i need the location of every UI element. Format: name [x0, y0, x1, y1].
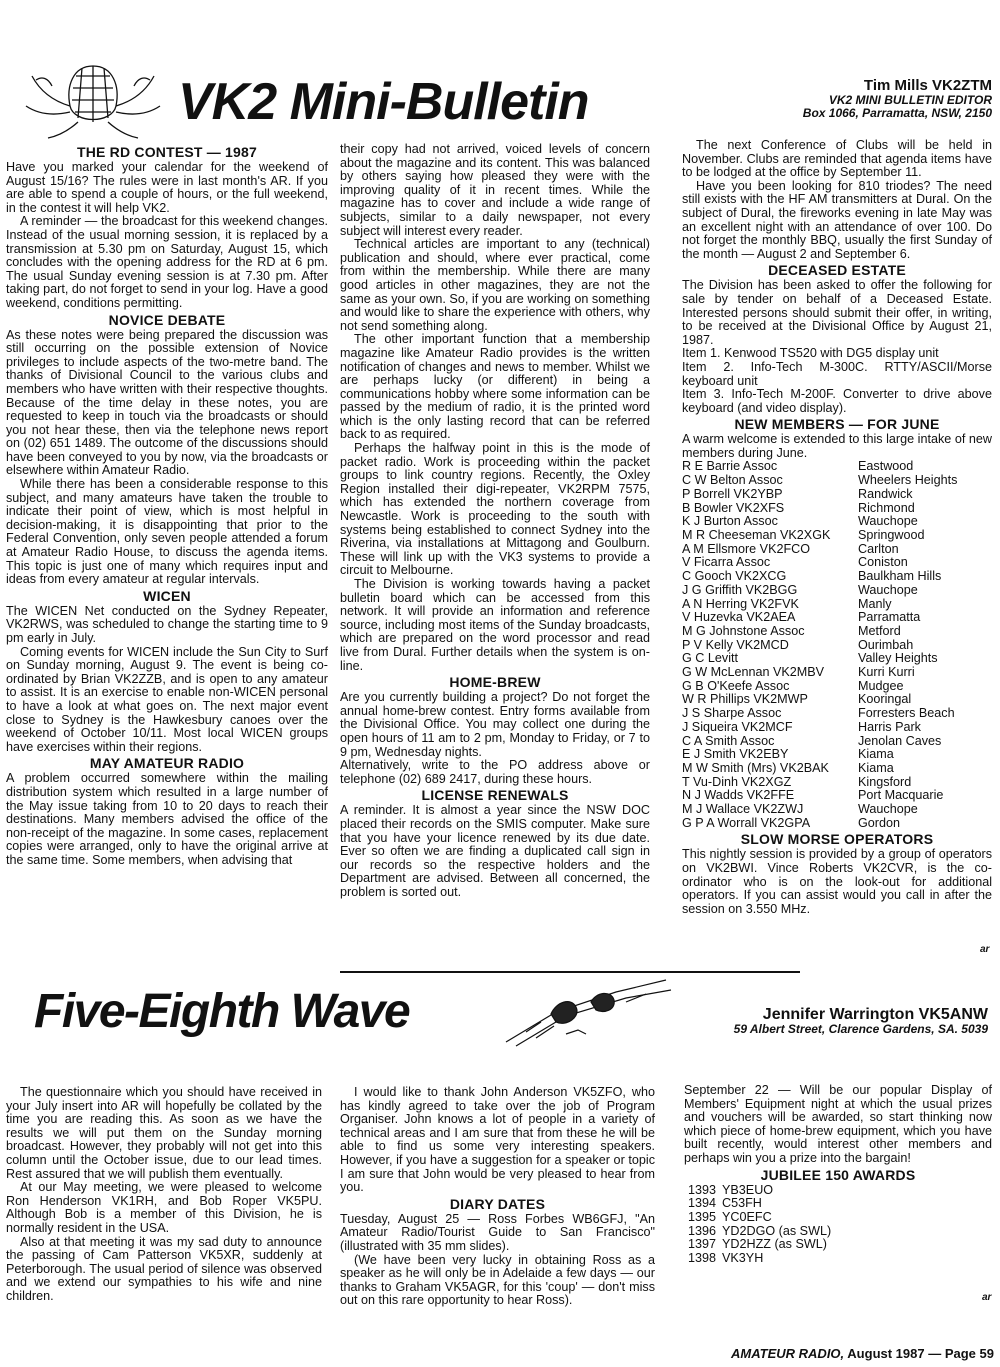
member-name: V Ficarra Assoc	[682, 555, 771, 570]
award-callsign: YC0EFC	[722, 1209, 772, 1224]
member-location: Baulkham Hills	[858, 569, 942, 584]
member-name: R E Barrie Assoc	[682, 459, 778, 474]
member-name: G P A Worrall VK2GPA	[682, 815, 811, 830]
paragraph: The WICEN Net conducted on the Sydney Repeater, VK2RWS, was scheduled to change the starting time to 9 pm early in July.	[6, 603, 328, 645]
member-name: J Siqueira VK2MCF	[682, 719, 793, 734]
five-eighth-column-3-text	[684, 1084, 992, 1183]
member-location: Valley Heights	[858, 651, 938, 666]
paragraph: Alternatively, write to the PO address above or telephone (02) 689 2417, during these hours.	[340, 758, 650, 786]
member-location: Harris Park	[858, 719, 921, 734]
member-name: G W McLennan VK2MBV	[682, 665, 825, 680]
member-name: C Gooch VK2XCG	[682, 569, 787, 584]
paragraph: (We have been very lucky in obtaining Ross as a speaker as he will only be in Adelaide a few days — our thanks to Graham VK5AGR, for this 'coup' — don't miss out on this rare opportunity to hear Ross).	[340, 1252, 655, 1308]
paragraph: Have you marked your calendar for the weekend of August 15/16? The rules were in last month's AR. If you are able to spend a couple of hours, or the full weekend, in the contest it will help VK2.	[6, 160, 328, 215]
member-name: G C Levitt	[682, 651, 738, 666]
member-location: Eastwood	[858, 459, 914, 474]
paragraph: A reminder. It is almost a year since the NSW DOC placed their records on the SMIS computer. Make sure that you have your licence renewed by its due date. Ever so often we are finding a duplicated call sign in our records so the respective holders and the Department are advised. Between all concerned, the problem is sorted out.	[340, 803, 650, 899]
section-heading: NEW MEMBERS — FOR JUNE	[734, 416, 940, 433]
member-location: Kiama	[858, 747, 894, 762]
paragraph: Item 1. Kenwood TS520 with DG5 display unit	[682, 346, 939, 361]
member-name: M G Johnstone Assoc	[682, 623, 805, 638]
five-eighth-author: Jennifer Warrington VK5ANW	[762, 1006, 988, 1023]
paragraph: The next Conference of Clubs will be held in November. Clubs are reminded that agenda items have to be lodged at the office by September 11.	[682, 138, 992, 180]
section-heading: HOME-BREW	[449, 674, 541, 691]
vk2-column-3-top	[682, 139, 992, 460]
member-name: J G Griffith VK2BGG	[682, 582, 798, 597]
member-name: C W Belton Assoc	[682, 473, 783, 488]
member-name: K J Burton Assoc	[682, 514, 778, 529]
paragraph: A problem occurred somewhere within the mailing distribution system which resulted in a large number of the May issue taking from 10 to 20 days to reach their destinations. Many members advised the office of the non-receipt of the magazine. In some cases, replacement copies were arranged, only to have the original arrive at the same time. Some members, when advising that	[6, 771, 328, 867]
paragraph: The questionnaire which you should have received in your July insert into AR will hopefully be collated by the time you are reading this. As soon as we have the results we will put them on the Sunday morning broadcast. However, they probably will not get into this column until the October issue, due to our lead times. Rest assured that we will publish them eventually.	[6, 1085, 322, 1181]
member-location: Parramatta	[858, 610, 921, 625]
member-name: C A Smith Assoc	[682, 733, 775, 748]
award-callsign: YD2HZZ (as SWL)	[722, 1237, 827, 1252]
member-location: Kingsford	[858, 774, 912, 789]
paragraph: Item 3. Info-Tech M-200F. Converter to drive above keyboard (and video display).	[682, 387, 992, 415]
member-name: W R Phillips VK2MWP	[682, 692, 808, 707]
vk2-column-1	[6, 143, 328, 868]
member-location: Wauchope	[858, 802, 918, 817]
five-eighth-column-2	[340, 1086, 655, 1308]
award-number: 1396	[688, 1223, 717, 1238]
member-name: P Borrell VK2YBP	[682, 486, 783, 501]
vk2-column-3	[682, 139, 992, 916]
member-name: E J Smith VK2EBY	[682, 747, 789, 762]
paragraph: Coming events for WICEN include the Sun City to Surf on Sunday morning, August 9. The event is being co-ordinated by Brian VK2ZZB, and is open to any amateur to assist. It is an exercise to enable non-WICEN personal to have a look at what goes on. The next major event close to Sydney is the Hawkesbury canoes over the weekend of October 10/11. Most local WICEN groups have exercises within their regions.	[6, 644, 328, 754]
section-heading: DIARY DATES	[449, 1195, 546, 1212]
member-name: B Bowler VK2XFS	[682, 500, 785, 515]
award-number: 1398	[688, 1251, 717, 1266]
member-location: Richmond	[858, 500, 915, 515]
member-location: Wauchope	[858, 582, 918, 597]
member-location: Wauchope	[858, 514, 918, 529]
five-eighth-column-1	[6, 1086, 322, 1304]
five-eighth-address: 59 Albert Street, Clarence Gardens, SA. 5039	[733, 1022, 988, 1036]
paragraph: The Division has been asked to offer the following for sale by tender on behalf of a Deceased Estate. Interested persons should submit their offer, in writing, to be received at the Divisional Office by August 21, 1987.	[682, 278, 992, 347]
member-location: Kooringal	[858, 692, 912, 707]
section-heading: JUBILEE 150 AWARDS	[760, 1166, 916, 1183]
vk2-editor-role: VK2 MINI BULLETIN EDITOR	[828, 93, 992, 107]
paragraph: Are you currently building a project? Do not forget the annual home-brew contest. Entry forms available from the Divisional Office. You may collect one during the open hours of 11 am to 2 pm, Monday to Friday, or 7 to 9 pm, Wednesday nights.	[340, 690, 650, 759]
member-name: J S Sharpe Assoc	[682, 706, 782, 721]
new-members-list	[682, 460, 992, 830]
paragraph: At our May meeting, we were pleased to welcome Ron Henderson VK1RH, and Bob Roper VK5PU. Although Bob is a member of this Division, he is normally resident in the USA.	[6, 1180, 322, 1235]
member-location: Jenolan Caves	[858, 733, 942, 748]
member-location: Kurri Kurri	[858, 665, 915, 680]
award-number: 1395	[688, 1209, 717, 1224]
award-callsign: YB3EUO	[722, 1182, 774, 1197]
section-heading: DECEASED ESTATE	[768, 262, 906, 279]
member-name: A M Ellsmore VK2FCO	[682, 541, 811, 556]
member-name: G B O'Keefe Assoc	[682, 678, 790, 693]
vk2-byline	[732, 77, 992, 120]
paragraph: I would like to thank John Anderson VK5ZFO, who has kindly agreed to take over the job of Program Organiser. John knows a lot of people in a variety of technical areas and I am sure that from these he will be able to find us some very interesting speakers. However, if you have a suggestion for a speaker or topic I am sure that John would be very pleased to hear from you.	[340, 1085, 655, 1195]
paragraph: The other important function that a membership magazine like Amateur Radio provides is the written notification of changes and news to member. Whilst we are perhaps lucky (or different) in being a communications hobby where some information can be passed by the medium of radio, it is the printed word which is the only lasting record that can be referred back to as required.	[340, 332, 650, 442]
five-eighth-logo	[496, 972, 676, 1052]
five-eighth-column-3	[684, 1084, 992, 1266]
paragraph: While there has been a considerable response to this subject, and many amateurs have taken the trouble to indicate their point of view, which is most helpful in decision-making, it is disappointing that prior to the Federal Convention, only seven people attended a forum at Amateur Radio House, to discuss the agenda items. This topic is just one of many which requires input and ideas from every amateur at regular intervals.	[6, 477, 328, 587]
five-eighth-end-mark: ar	[982, 1292, 992, 1303]
member-name: A N Herring VK2FVK	[682, 596, 799, 611]
paragraph: their copy had not arrived, voiced levels of concern about the magazine and its content. This was balanced by others saying how pleased they were with the improving quality of it in recent times. While the magazine has to cover and include a wide range of subjects, similar to a daily newspaper, not every subject will interest every reader.	[340, 142, 650, 238]
paragraph: As these notes were being prepared the discussion was still occurring on the possible extension of Novice privileges to include aspects of the two-metre band. The thanks of Divisional Council to the various clubs and members who have written with their respective thoughts. Because of the time delay in these notes, you are requested to keep in touch via the broadcasts or should you not hear these, then via the telephone news report on (02) 651 1489. The outcome of the discussions should have been conveyed to you by now, via the broadcasts or elsewhere within Amateur Radio.	[6, 327, 328, 478]
paragraph: September 22 — Will be our popular Display of Members' Equipment night at which the usual prizes and vouchers will be awarded, so start thinking now which piece of home-brew equipment, which you have built recently, would interest other members and perhaps win you a prize into the bargain!	[684, 1083, 992, 1165]
member-location: Randwick	[858, 486, 913, 501]
paragraph: Tuesday, August 25 — Ross Forbes WB6GFJ, "An Amateur Radio/Tourist Guide to San Francisco" (illustrated with 35 mm slides).	[340, 1211, 655, 1253]
paragraph: A warm welcome is extended to this large intake of new members during June.	[682, 432, 992, 460]
vk2-column-2	[340, 143, 650, 899]
member-name: V Huzevka VK2AEA	[682, 610, 796, 625]
member-location: Gordon	[858, 815, 901, 830]
vk2-end-mark: ar	[980, 944, 990, 955]
award-callsign: C53FH	[722, 1196, 762, 1211]
paragraph: Item 2. Info-Tech M-300C. RTTY/ASCII/Morse keyboard unit	[682, 359, 992, 388]
member-location: Manly	[858, 596, 892, 611]
member-location: Carlton	[858, 541, 899, 556]
member-location: Springwood	[858, 527, 925, 542]
section-heading: SLOW MORSE OPERATORS	[740, 831, 934, 848]
section-heading: MAY AMATEUR RADIO	[89, 755, 245, 772]
section-heading: WICEN	[143, 587, 191, 604]
five-eighth-title: Five-Eighth Wave	[34, 985, 410, 1038]
member-location: Forresters Beach	[858, 706, 955, 721]
member-location: Coniston	[858, 555, 908, 570]
award-number: 1394	[688, 1196, 717, 1211]
footer-magazine: AMATEUR RADIO,	[731, 1346, 845, 1361]
vk2-author: Tim Mills VK2ZTM	[863, 77, 992, 94]
vk2-address: Box 1066, Parramatta, NSW, 2150	[802, 106, 992, 120]
award-callsign: VK3YH	[722, 1251, 764, 1266]
member-name: M J Wallace VK2ZWJ	[682, 802, 804, 817]
member-name: M R Cheeseman VK2XGK	[682, 527, 831, 542]
member-location: Mudgee	[858, 678, 904, 693]
paragraph: Also at that meeting it was my sad duty to announce the passing of Cam Patterson VK5XR, suddenly at Peterborough. The usual period of silence was observed and we extend our sympathies to his wife and nine children.	[6, 1234, 322, 1303]
waratah-logo	[18, 46, 168, 146]
paragraph: Technical articles are important to any (technical) publication and should, where ever practical, come from within the membership. While there are many good articles in other magazines, they are not the same as your own. So, if you are working on something and would like to share the experience with others, why not send something along.	[340, 237, 650, 333]
section-heading: THE RD CONTEST — 1987	[76, 144, 257, 160]
member-location: Ourimbah	[858, 637, 914, 652]
vk2-column-3-bottom	[682, 831, 992, 916]
paragraph: Perhaps the halfway point in this is the mode of packet radio. Work is proceeding within the packet groups to link country regions. Recently, the Oxley Region installed their digi-repeater, VK2RPM 7575, which has extended the northern coverage from Newcastle. Work is proceeding to the south with systems being established to connect Sydney into the Riverina, via installations at Mittagong and Goulburn. These will link up with the VK3 systems to provide a circuit to Melbourne.	[340, 441, 650, 578]
section-heading: LICENSE RENEWALS	[421, 787, 569, 804]
paragraph: A reminder — the broadcast for this weekend changes. Instead of the usual morning session, it is replaced by a transmission at 5.30 pm on Saturday, August 15, which concludes with the opening address for the RD at 6 pm. The usual Sunday evening session is at 7.30 pm. After taking part, do not forget to send in your log. Have a good weekend, conditions permitting.	[6, 214, 328, 310]
jubilee-awards-list	[688, 1184, 992, 1266]
paragraph: The Division is working towards having a packet bulletin board which can be accessed from this network. It will provide an information and reference source, including most items of the Sunday broadcasts, which are prepared on the word processor and read live from Dural. Further details when the system is on-line.	[340, 577, 650, 673]
page-footer	[731, 1346, 994, 1361]
member-location: Wheelers Heights	[858, 473, 958, 488]
member-location: Metford	[858, 623, 901, 638]
member-name: T Vu-Dinh VK2XGZ	[682, 774, 792, 789]
vk2-title: VK2 Mini-Bulletin	[178, 73, 589, 131]
five-eighth-byline	[668, 1006, 988, 1036]
member-location: Port Macquarie	[858, 788, 944, 803]
paragraph: This nightly session is provided by a group of operators on VK2BWI. Vince Roberts VK2CVR, is the co-ordinator who is on the look-out for additional operators. If you can assist would you call in after the session on 3.550 MHz.	[682, 847, 992, 916]
section-heading: NOVICE DEBATE	[108, 311, 226, 328]
member-location: Kiama	[858, 760, 894, 775]
award-callsign: YD2DGO (as SWL)	[722, 1223, 832, 1238]
member-name: M W Smith (Mrs) VK2BAK	[682, 760, 829, 775]
footer-page: Page 59	[944, 1346, 994, 1361]
footer-date: August 1987 —	[847, 1346, 942, 1361]
paragraph: Have you been looking for 810 triodes? The need still exists with the HF AM transmitters at Dural. On the subject of Dural, the fireworks evening in late May was an excellent night with an attendance of over 100. Do not forget the monthly BBQ, usually the first Sunday of the month — August 2 and September 6.	[682, 178, 992, 261]
award-number: 1397	[688, 1237, 717, 1252]
member-name: P V Kelly VK2MCD	[682, 637, 789, 652]
award-number: 1393	[688, 1182, 717, 1197]
member-name: N J Wadds VK2FFE	[682, 788, 795, 803]
